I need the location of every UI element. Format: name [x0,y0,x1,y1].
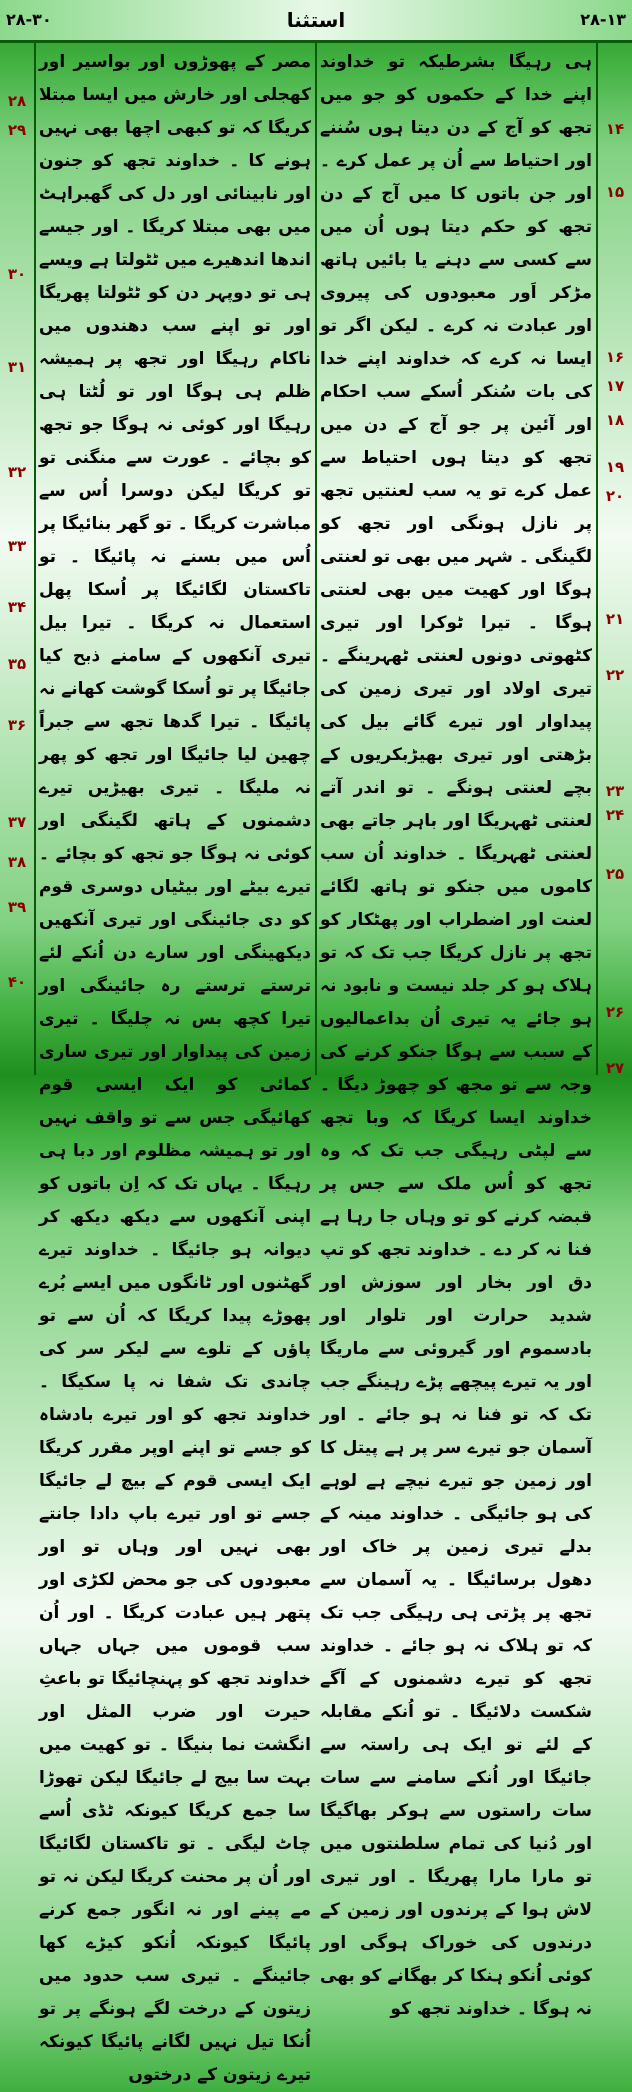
verse-number: ۴۰ [7,973,27,991]
verse-number: ۳۶ [7,716,27,734]
left-number-divider [34,40,36,1075]
left-verse-range: ۲۸-۳۰ [6,10,52,29]
verse-number: ۲۷ [605,1059,625,1077]
verse-text: ہی رہیگا بشرطیکہ تو خداوند اپنے خدا کے حکموں کو جو میں تجھ کو آج کے دن دیتا ہوں سُننے اور احتیاط سے اُن پر عمل کرے ۔ اور جن باتوں کا میں آج کے دن تجھ کو حکم دیتا ہوں اُن میں سے کسی سے دہنے یا بائیں ہاتھ مڑکر اَور معبودوں کی پیروی اور عبادت نہ کرے ۔ لیکن اگر تو ایسا نہ کرے کہ خداوند اپنے خدا کی بات سُنکر اُسکے سب احکام اور آئین پر جو آج کے دن میں تجھ کو دیتا ہوں احتیاط سے عمل کرے تو یہ سب لعنتیں تجھ پر نازل ہونگی اور تجھ کو لگینگی ۔ شہر میں بھی تو لعنتی ہوگا اور کھیت میں بھی لعنتی ہوگا ۔ تیرا ٹوکرا اور تیری کٹھوتی دونوں لعنتی ٹھہرینگے ۔ تیری اولاد اور تیری زمین کی پیداوار اور تیرے گائے بیل کی بڑھتی اور تیری بھیڑبکریوں کے بچے لعنتی ہونگے ۔ تو اندر آتے لعنتی ٹھہریگا اور باہر جاتے بھی لعنتی ٹھہریگا ۔ خداوند اُن سب کاموں میں جنکو تو ہاتھ لگائے لعنت اور اضطراب اور پھٹکار کو تجھ پر نازل کریگا جب تک کہ تو ہلاک ہو کر جلد نیست و نابود نہ ہو جائے یہ تیری اُن بداعمالیوں کے سبب سے ہوگا جنکو کرنے کی وجہ سے تو مجھ کو چھوڑ دیگا ۔ خداوند ایسا کریگا کہ وبا تجھ سے لپٹی رہیگی جب تک کہ وہ تجھ کو اُس ملک سے جس پر قبضہ کرنے کو تو وہاں جا رہا ہے فنا نہ کر دے ۔ خداوند تجھ کو تپ دق اور بخار اور سوزش اور شدید حرارت اور تلوار اور بادسموم اور گیروئی سے ماریگا اور یہ تیرے پیچھے پڑے رہینگے جب تک کہ تو فنا نہ ہو جائے ۔ اور آسمان جو تیرے سر پر ہے پیتل کا اور زمین جو تیرے نیچے ہے لوہے کی ہو جائیگی ۔ خداوند مینہ کے بدلے تیری زمین پر خاک اور دھول برسائیگا ۔ یہ آسمان سے تجھ پر پڑتی ہی رہیگی جب تک کہ تو ہلاک نہ ہو جائے ۔ خداوند تجھ کو تیرے دشمنوں کے آگے شکست دلائیگا ۔ تو اُنکے مقابلہ کے لئے تو ایک ہی راستہ سے جائیگا اور اُنکے سامنے سے سات سات راستوں سے ہوکر بھاگیگا اور دُنیا کی تمام سلطنتوں میں تو مارا مارا پھریگا ۔ اور تیری لاش ہوا کے پرندوں اور زمین کے درندوں کی خوراک ہوگی اور کوئی اُنکو ہنکا کر بھگانے کو بھی نہ ہوگا ۔ خداوند تجھ کو [320,52,592,2019]
left-verse-numbers [0,40,34,1075]
right-text-column [320,46,592,2019]
center-divider [315,40,317,1075]
verse-number: ۳۷ [7,813,27,831]
left-text-column [39,46,311,2085]
verse-number: ۲۹ [7,121,27,139]
verse-number: ۲۴ [605,806,625,824]
verse-text: مصر کے پھوڑوں اور بواسیر اور کھجلی اور خارش میں ایسا مبتلا کریگا کہ تو کبھی اچھا بھی نہیں ہونے کا ۔ خداوند تجھ کو جنون اور نابینائی اور دل کی گھبراہٹ میں بھی مبتلا کریگا ۔ اور جیسے اندھا اندھیرے میں ٹٹولتا ہے ویسے ہی تو دوپہر دن کو ٹٹولتا پھریگا اور تو اپنے سب دھندوں میں ناکام رہیگا اور تجھ پر ہمیشہ ظلم ہی ہوگا اور تو لُٹتا ہی رہیگا اور کوئی نہ ہوگا جو تجھ کو بچائے ۔ عورت سے منگنی تو تو کریگا لیکن دوسرا اُس سے مباشرت کریگا ۔ تو گھر بنائیگا پر اُس میں بسنے نہ پائیگا ۔ تو تاکستان لگائیگا پر اُسکا پھل استعمال نہ کریگا ۔ تیرا بیل تیری آنکھوں کے سامنے ذبح کیا جائیگا پر تو اُسکا گوشت کھانے نہ پائیگا ۔ تیرا گدھا تجھ سے جبراً چھین لیا جائیگا اور تجھ کو پھر نہ ملیگا ۔ تیری بھیڑیں تیرے دشمنوں کے ہاتھ لگینگی اور کوئی نہ ہوگا جو تجھ کو بچائے ۔ تیرے بیٹے اور بیٹیاں دوسری قوم کو دی جائینگی اور تیری آنکھیں دیکھینگی اور سارے دن اُنکے لئے ترستے ترستے رہ جائینگی اور تیرا کچھ بس نہ چلیگا ۔ تیری زمین کی پیداوار اور تیری ساری کمائی کو ایک ایسی قوم کھائیگی جس سے تو واقف نہیں اور تو ہمیشہ مظلوم اور دبا ہی رہیگا ۔ یہاں تک کہ اِن باتوں کو اپنی آنکھوں سے دیکھ دیکھ کر دیوانہ ہو جائیگا ۔ خداوند تیرے گھٹنوں اور ٹانگوں میں ایسے بُرے پھوڑے پیدا کریگا کہ اُن سے تو پاؤں کے تلوے سے لیکر سر کی چاندی تک شفا نہ پا سکیگا ۔ خداوند تجھ کو اور تیرے بادشاہ کو جسے تو اپنے اوپر مقرر کریگا ایک ایسی قوم کے بیچ لے جائیگا جسے تو اور تیرے باپ دادا جانتے بھی نہیں اور وہاں تو اور معبودوں کی جو محض لکڑی اور پتھر ہیں عبادت کریگا ۔ اور اُن سب قوموں میں جہاں جہاں خداوند تجھ کو پہنچائیگا تو باعثِ حیرت اور ضرب المثل اور انگشت نما بنیگا ۔ تو کھیت میں بہت سا بیج لے جائیگا لیکن تھوڑا سا جمع کریگا کیونکہ ٹڈی اُسے چاٹ لیگی ۔ تو تاکستان لگائیگا اور اُن پر محنت کریگا لیکن نہ تو مے پینے اور نہ انگور جمع کرنے پائیگا کیونکہ اُنکو کیڑے کھا جائینگے ۔ تیری سب حدود میں زیتون کے درخت لگے ہونگے پر تو اُنکا تیل نہیں لگانے پائیگا کیونکہ تیرے زیتون کے درختوں [39,52,311,2085]
verse-number: ۲۸ [7,92,27,110]
verse-number: ۲۵ [605,865,625,883]
verse-number: ۱۴ [605,120,625,138]
verse-number: ۲۰ [605,487,625,505]
verse-number: ۱۷ [605,377,625,395]
verse-number: ۱۸ [605,411,625,429]
verse-number: ۳۲ [7,463,27,481]
verse-number: ۳۱ [7,358,27,376]
verse-number: ۳۸ [7,853,27,871]
verse-number: ۳۰ [7,265,27,283]
verse-number: ۲۱ [605,610,625,628]
verse-number: ۱۶ [605,348,625,366]
right-verse-numbers [598,40,632,1075]
verse-number: ۲۳ [605,782,625,800]
book-title: استثنا [286,8,346,32]
verse-number: ۳۳ [7,537,27,555]
right-verse-range: ۲۸-۱۳ [580,10,626,29]
verse-number: ۳۵ [7,655,27,673]
verse-number: ۳۹ [7,898,27,916]
verse-number: ۲۲ [605,666,625,684]
verse-number: ۱۵ [605,183,625,201]
verse-number: ۳۴ [7,598,27,616]
page-header [0,0,632,41]
verse-number: ۲۶ [605,1003,625,1021]
verse-number: ۱۹ [605,458,625,476]
